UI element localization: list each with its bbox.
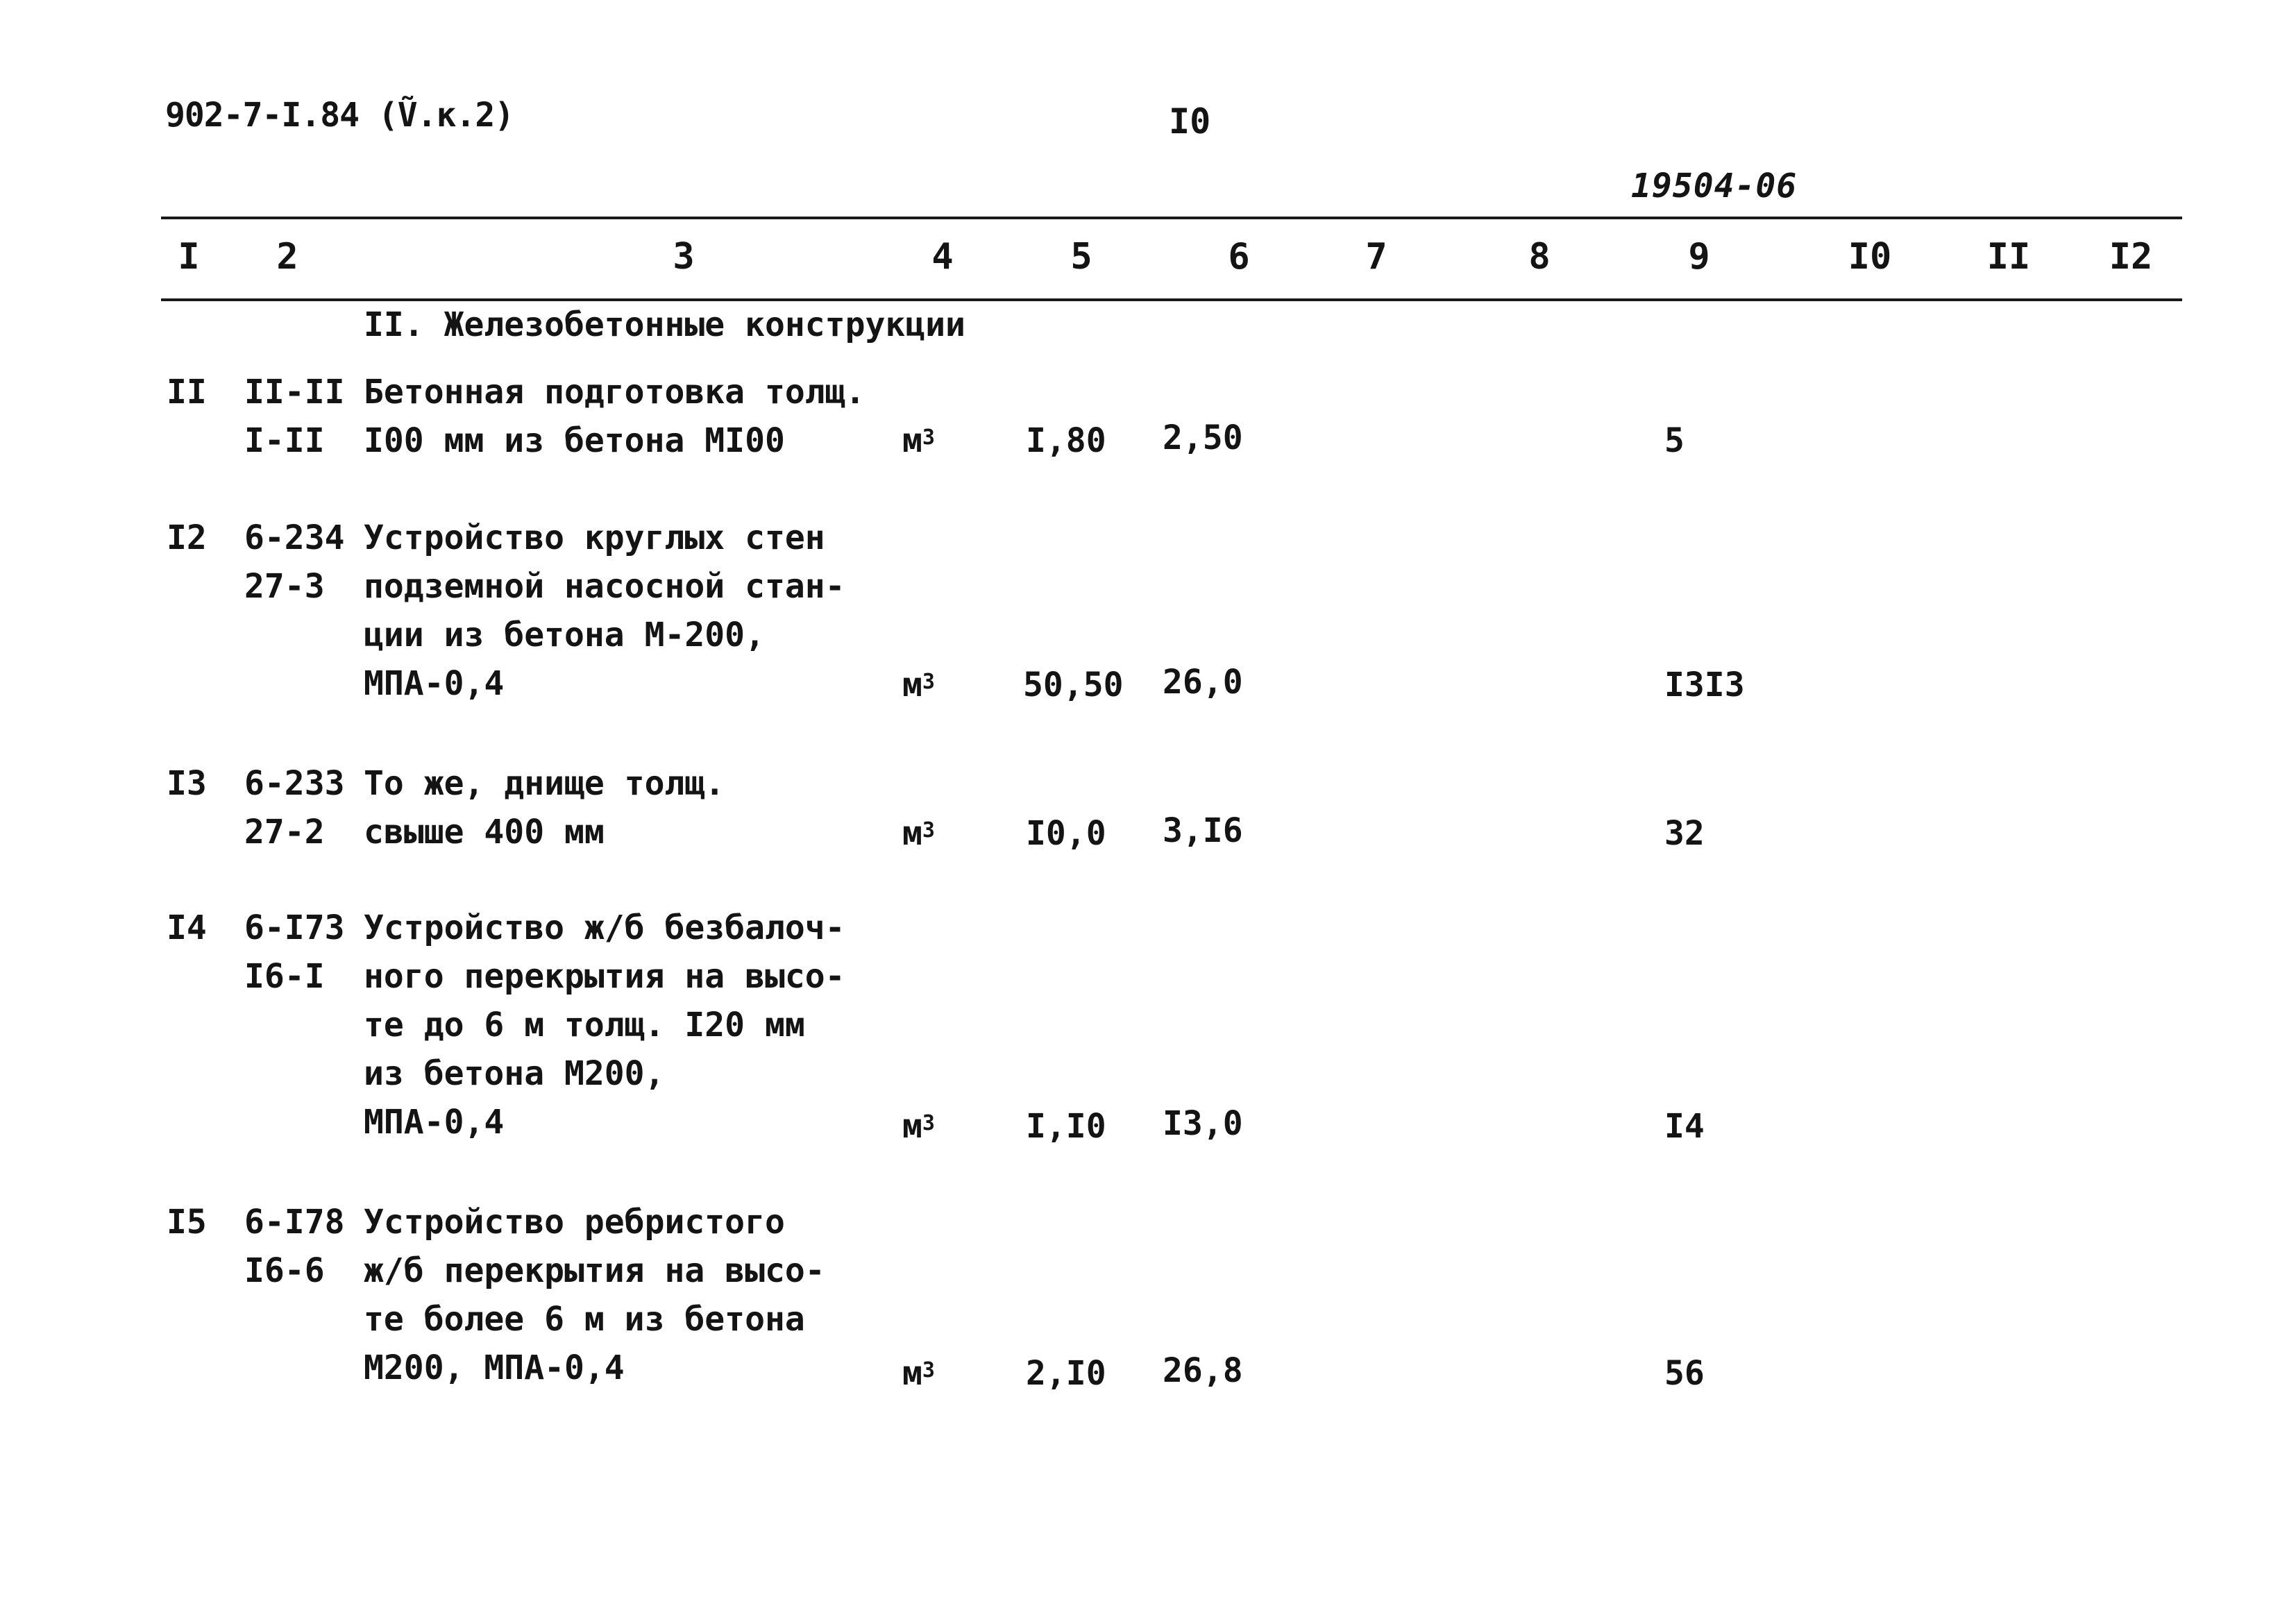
row-text-line: подземной насосной стан- xyxy=(364,567,845,606)
row-unit-price: 26,0 xyxy=(1163,663,1243,702)
row-quantity: 50,50 xyxy=(1023,666,1124,704)
row-total: I4 xyxy=(1664,1107,1705,1146)
row-quantity: I0,0 xyxy=(1026,814,1106,853)
row-text-line: из бетона М200, xyxy=(364,1054,665,1093)
column-header-6: 6 xyxy=(1228,236,1250,278)
row-code-1: II-II xyxy=(244,373,345,412)
column-header-12: I2 xyxy=(2109,236,2153,278)
column-header-9: 9 xyxy=(1688,236,1710,278)
row-text-line: ции из бетона М-200, xyxy=(364,616,765,654)
row-code-2: I6-I xyxy=(244,957,325,996)
row-unit: $м^3$ xyxy=(902,1107,935,1146)
row-text-line: Бетонная подготовка толщ. xyxy=(364,373,866,412)
page-number: I0 xyxy=(1169,101,1211,142)
column-header-5: 5 xyxy=(1070,236,1092,278)
row-quantity: I,80 xyxy=(1026,421,1106,460)
column-header-2: 2 xyxy=(276,236,298,278)
row-unit-price: 26,8 xyxy=(1163,1351,1243,1390)
row-total: 5 xyxy=(1664,421,1685,460)
row-text-line: МПА-0,4 xyxy=(364,664,505,703)
row-text-line: те более 6 м из бетона xyxy=(364,1300,805,1339)
column-header-1: I xyxy=(178,236,200,278)
row-number: II xyxy=(167,373,207,412)
row-unit-price: I3,0 xyxy=(1163,1104,1243,1143)
row-unit-price: 2,50 xyxy=(1163,418,1243,457)
row-quantity: 2,I0 xyxy=(1026,1354,1106,1393)
section-title: II. Железобетонные конструкции xyxy=(364,305,965,344)
row-number: I4 xyxy=(167,908,207,947)
row-code-1: 6-234 xyxy=(244,518,345,557)
column-header-8: 8 xyxy=(1528,236,1551,278)
row-text-line: те до 6 м толщ. I20 мм xyxy=(364,1006,805,1044)
document-code: 902-7-I.84 (Ṽ.к.2) xyxy=(165,96,514,135)
column-header-3: 3 xyxy=(673,236,695,278)
column-header-7: 7 xyxy=(1365,236,1387,278)
row-text-line: ж/б перекрытия на высо- xyxy=(364,1251,825,1290)
row-unit-price: 3,I6 xyxy=(1163,811,1243,850)
row-unit: $м^3$ xyxy=(902,421,935,460)
row-code-2: I-II xyxy=(244,421,325,460)
column-header-4: 4 xyxy=(931,236,954,278)
row-unit: $м^3$ xyxy=(902,814,935,853)
row-code-1: 6-I73 xyxy=(244,908,345,947)
row-text-line: ного перекрытия на высо- xyxy=(364,957,845,996)
row-text-line: Устройство круглых стен xyxy=(364,518,825,557)
row-text-line: МПА-0,4 xyxy=(364,1103,505,1142)
row-quantity: I,I0 xyxy=(1026,1107,1106,1146)
row-code-1: 6-233 xyxy=(244,764,345,803)
row-unit: $м^3$ xyxy=(902,1354,935,1393)
row-code-2: 27-2 xyxy=(244,813,325,852)
row-code-2: 27-3 xyxy=(244,567,325,606)
row-text-line: свыше 400 мм xyxy=(364,813,605,852)
row-number: I3 xyxy=(167,764,207,803)
row-text-line: М200, МПА-0,4 xyxy=(364,1348,625,1387)
row-code-1: 6-I78 xyxy=(244,1203,345,1242)
row-number: I5 xyxy=(167,1203,207,1242)
row-total: 56 xyxy=(1664,1354,1705,1393)
row-total: I3I3 xyxy=(1664,666,1745,704)
row-text-line: Устройство ребристого xyxy=(364,1203,785,1242)
row-code-2: I6-6 xyxy=(244,1251,325,1290)
column-header-11: II xyxy=(1986,236,2031,278)
row-text-line: То же, днище толщ. xyxy=(364,764,725,803)
table-header-top-rule xyxy=(161,217,2182,219)
inventory-stamp: 19504-06 xyxy=(1631,167,1798,205)
row-unit: $м^3$ xyxy=(902,666,935,704)
row-number: I2 xyxy=(167,518,207,557)
column-header-10: I0 xyxy=(1848,236,1892,278)
row-text-line: Устройство ж/б безбалоч- xyxy=(364,908,845,947)
row-text-line: I00 мм из бетона МI00 xyxy=(364,421,785,460)
table-header-bottom-rule xyxy=(161,298,2182,301)
row-total: 32 xyxy=(1664,814,1705,853)
